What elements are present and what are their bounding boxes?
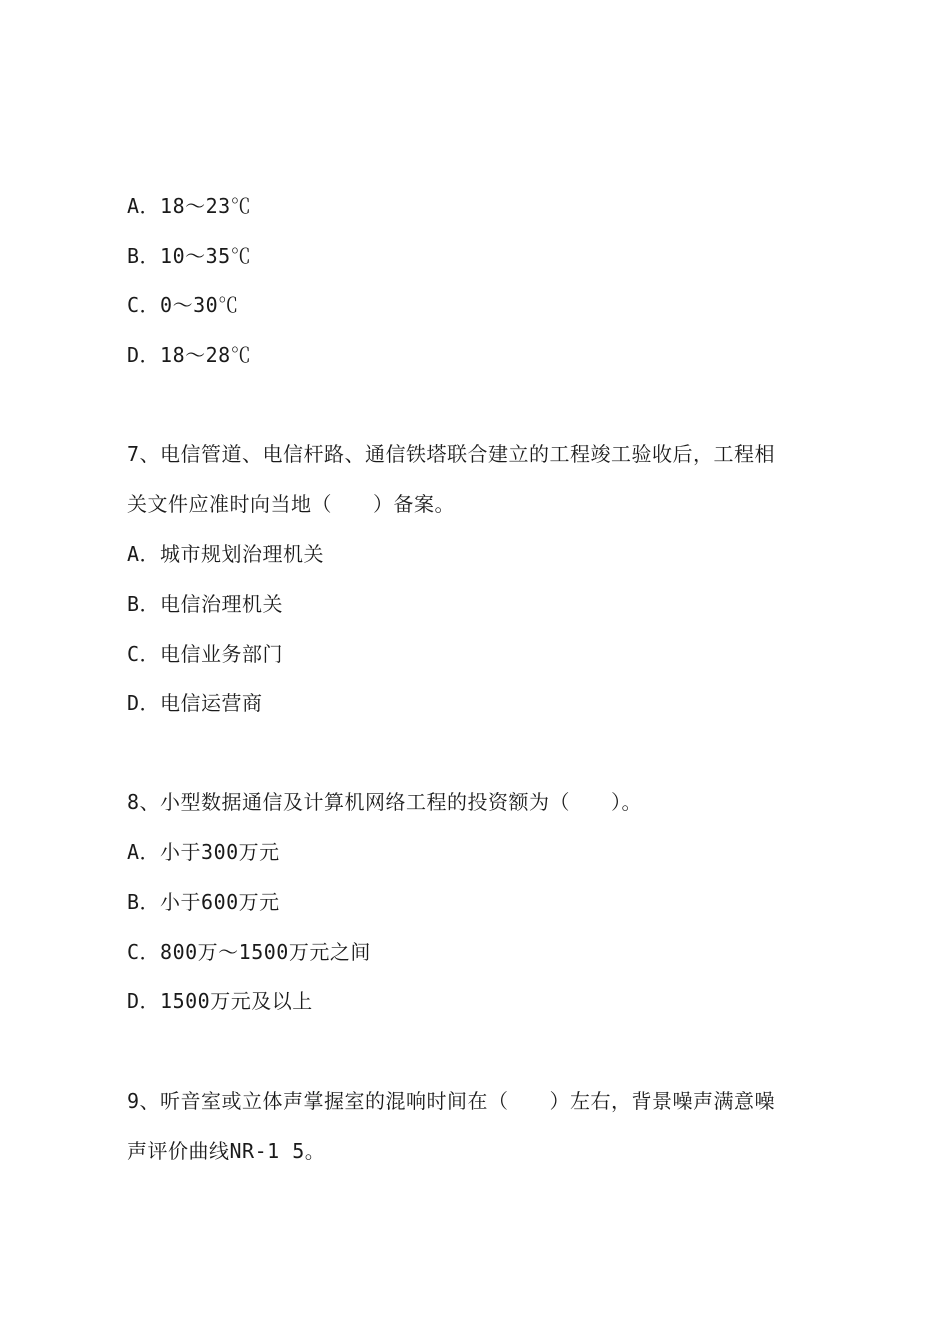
q9-stem-line-2: 声评价曲线NR-1 5。 (127, 1139, 326, 1163)
q8-option-d: D．1500万元及以上 (127, 989, 313, 1013)
q6-option-c: C．0～30℃ (127, 293, 239, 317)
q8-option-b: B．小于600万元 (127, 890, 280, 914)
q7-stem-line-1: 7、电信管道、电信杆路、通信铁塔联合建立的工程竣工验收后，工程相 (127, 442, 776, 466)
q6-option-d: D．18～28℃ (127, 343, 252, 367)
q7-option-a: A．城市规划治理机关 (127, 542, 325, 566)
q8-option-a: A．小于300万元 (127, 840, 280, 864)
q7-option-b: B．电信治理机关 (127, 592, 284, 616)
q6-option-a: A．18～23℃ (127, 194, 252, 218)
q9-stem-line-1: 9、听音室或立体声掌握室的混响时间在（ ）左右，背景噪声满意噪 (127, 1089, 776, 1113)
q8-stem-line-1: 8、小型数据通信及计算机网络工程的投资额为（ ）。 (127, 790, 643, 814)
q7-option-d: D．电信运营商 (127, 691, 263, 715)
q7-stem-line-2: 关文件应准时向当地（ ）备案。 (127, 492, 455, 516)
q8-option-c: C．800万～1500万元之间 (127, 940, 371, 964)
q7-option-c: C．电信业务部门 (127, 642, 284, 666)
q6-option-b: B．10～35℃ (127, 244, 252, 268)
